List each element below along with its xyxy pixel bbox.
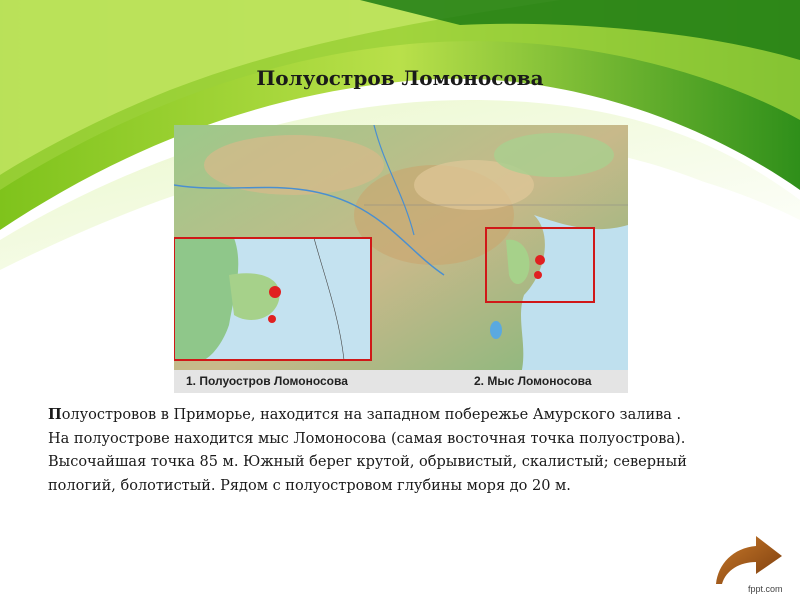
- map-image: [174, 125, 628, 393]
- page-title: Полуостров Ломоносова: [256, 66, 544, 90]
- body-line-2: На полуострове находится мыс Ломоносова (самая восточная точка полуострова).: [48, 430, 686, 447]
- body-line-1-rest: олуостровов в Приморье, находится на западном побережье Амурского залива .: [61, 407, 682, 423]
- body-paragraph: [48, 403, 760, 498]
- curved-arrow-icon[interactable]: [708, 534, 788, 586]
- brand-label: fppt.com: [748, 584, 783, 594]
- body-line-3: Высочайшая точка 85 м. Южный берег крутой, обрывистый, скалистый; северный: [48, 454, 687, 470]
- map-caption-left: 1. Полуостров Ломоносова: [186, 374, 348, 388]
- map-caption-right: 2. Мыс Ломоносова: [474, 374, 592, 388]
- drop-letter: П: [48, 406, 62, 423]
- map-caption-bar: [174, 370, 628, 393]
- body-line-1: [48, 403, 760, 428]
- body-line-4: пологий, болотистый. Рядом с полуостровом глубины моря до 20 м.: [48, 477, 571, 494]
